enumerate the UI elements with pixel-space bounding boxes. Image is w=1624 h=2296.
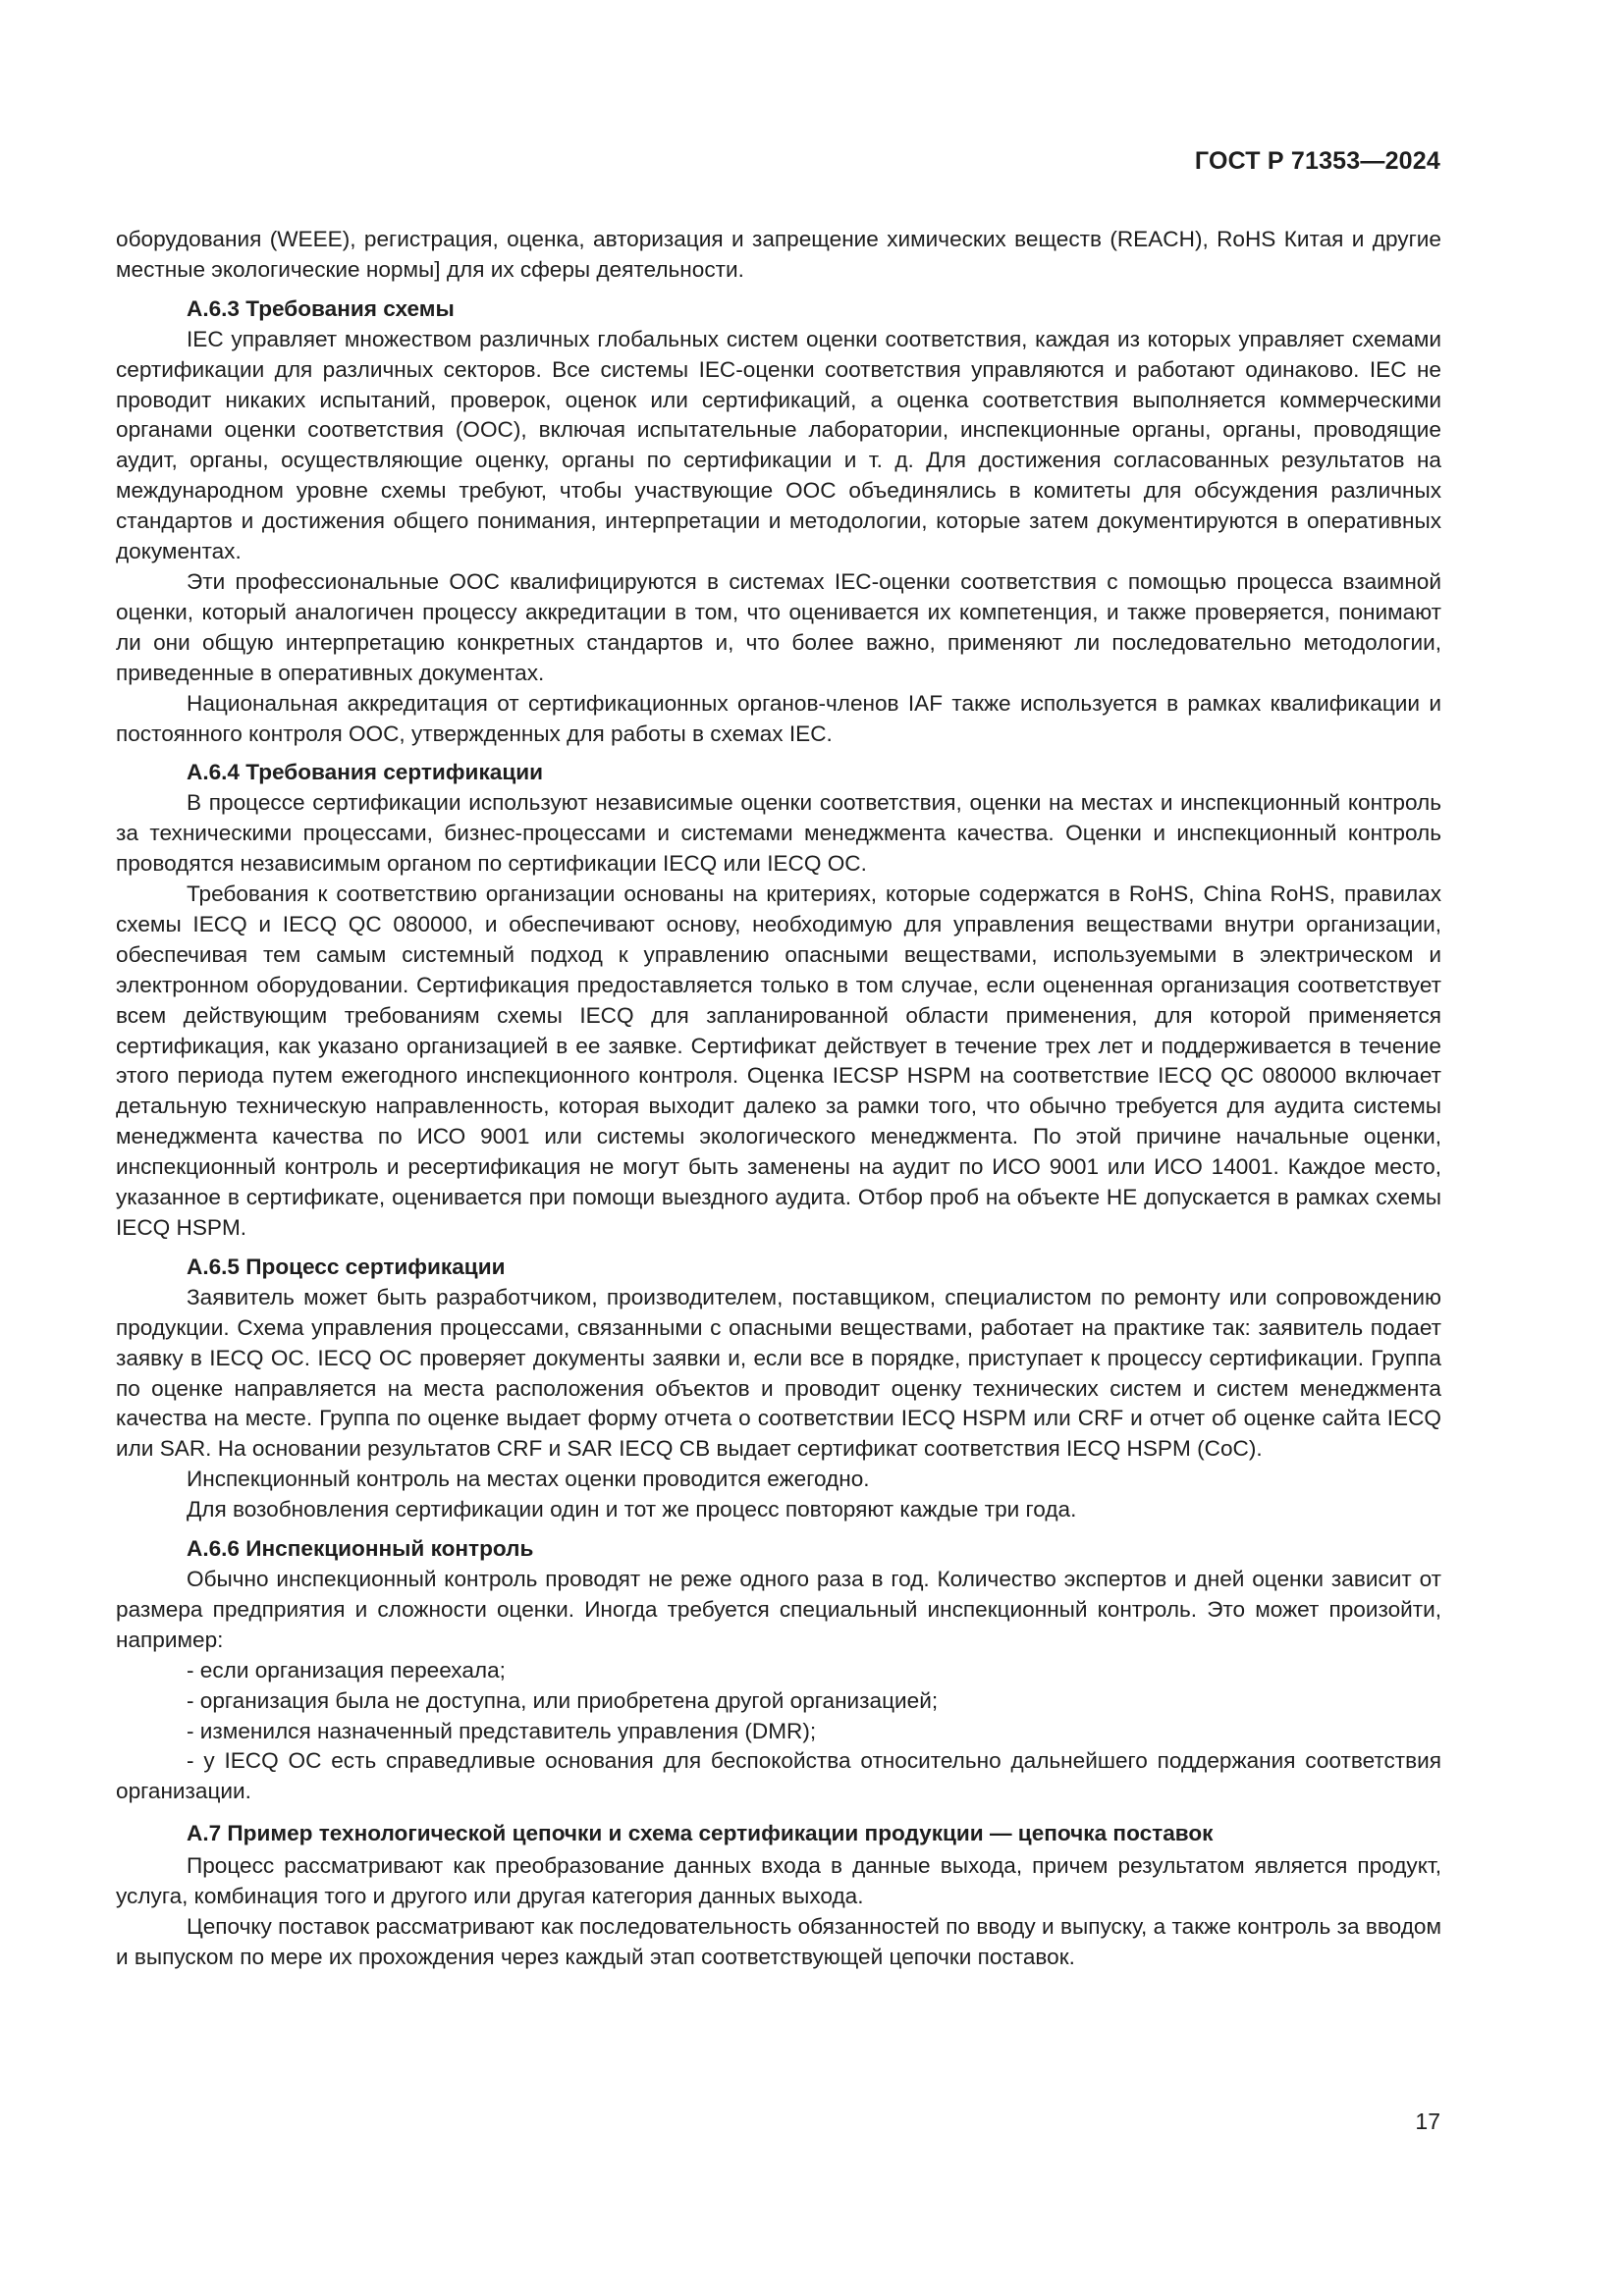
paragraph-a65-1: Заявитель может быть разработчиком, производителем, поставщиком, специалистом по ремонту или сопровождению продукции. Схема управления процессами, связанными с опасными веществами, работает на практике так: заявитель подает заявку в IECQ OC. IECQ OC проверяет документы заявки и, если все в порядке, приступает к процессу сертификации. Группа по оценке направляется на места расположения объектов и проводит оценку технических систем и систем менеджмента качества на месте. Группа по оценке выдает форму отчета о соответствии IECQ HSPM или CRF и отчет об оценке сайта IECQ или SAR. На основании результатов CRF и SAR IECQ CB выдает сертификат соответствия IECQ HSPM (CoC). (116, 1284, 1441, 1462)
document-body (116, 225, 1441, 1973)
paragraph-a65-2: Инспекционный контроль на местах оценки проводится ежегодно. (187, 1467, 870, 1492)
paragraph-a63-3: Национальная аккредитация от сертификационных органов-членов IAF также используется в рамках квалификации и постоянного контроля ООС, утвержденных для работы в схемах IEC. (116, 690, 1441, 746)
section-heading-a64: А.6.4 Требования сертификации (187, 760, 543, 785)
paragraph-intro-continuation: оборудования (WEEE), регистрация, оценка, авторизация и запрещение химических веществ (REACH), RoHS Китая и другие местные экологические нормы] для их сферы деятельности. (116, 227, 1441, 282)
paragraph-a66-1: Обычно инспекционный контроль проводят не реже одного раза в год. Количество экспертов и дней оценки зависит от размера предприятия и сложности оценки. Иногда требуется специальный инспекционный контроль. Это может произойти, например: (116, 1566, 1441, 1652)
list-item: - если организация переехала; (187, 1657, 506, 1682)
paragraph-a65-3: Для возобновления сертификации один и тот же процесс повторяют каждые три года. (187, 1497, 1077, 1522)
section-heading-a65: А.6.5 Процесс сертификации (187, 1254, 506, 1279)
paragraph-a7-1: Процесс рассматривают как преобразование данных входа в данные выхода, причем результатом является продукт, услуга, комбинация того и другого или другая категория данных выхода. (116, 1853, 1441, 1909)
section-heading-a66: А.6.6 Инспекционный контроль (187, 1536, 534, 1562)
paragraph-a7-2: Цепочку поставок рассматривают как последовательность обязанностей по вводу и выпуску, а также контроль за вводом и выпуском по мере их прохождения через каждый этап соответствующей цепочки поставок. (116, 1913, 1441, 1969)
section-heading-a7: А.7 Пример технологической цепочки и схема сертификации продукции — цепочка поставок (187, 1821, 1214, 1846)
paragraph-a64-1: В процессе сертификации используют независимые оценки соответствия, оценки на местах и инспекционный контроль за техническими процессами, бизнес-процессами и системами менеджмента качества. Оценки и инспекционный контроль проводятся независимым органом по сертификации IECQ или IECQ OC. (116, 790, 1441, 877)
list-item: - изменился назначенный представитель управления (DMR); (187, 1718, 817, 1743)
paragraph-a64-2: Требования к соответствию организации основаны на критериях, которые содержатся в RoHS, China RoHS, правилах схемы IECQ и IECQ QC 080000, и обеспечивают основу, необходимую для управления веществами внутри организации, обеспечивая тем самым системный подход к управлению опасными веществами, используемыми в электрическом и электронном оборудовании. Сертификация предоставляется только в том случае, если оцененная организация соответствует всем действующим требованиям схемы IECQ для запланированной области применения, для которой применяется сертификация, как указано организацией в ее заявке. Сертификат действует в течение трех лет и поддерживается в течение этого периода путем ежегодного инспекционного контроля. Оценка IECSP HSPM на соответствие IECQ QC 080000 включает детальную техническую направленность, которая выходит далеко за рамки того, что обычно требуется для аудита системы менеджмента качества по ИСО 9001 или системы экологического менеджмента. По этой причине начальные оценки, инспекционный контроль и ресертификация не могут быть заменены на аудит по ИСО 9001 или ИСО 14001. Каждое место, указанное в сертификате, оценивается при помощи выездного аудита. Отбор проб на объекте НЕ допускается в рамках схемы IECQ HSPM. (116, 881, 1441, 1240)
paragraph-a63-1: IEC управляет множеством различных глобальных систем оценки соответствия, каждая из которых управляет схемами сертификации для различных секторов. Все системы IEC-оценки соответствия управляются и работают одинаково. IEC не проводит никаких испытаний, проверок, оценок или сертификаций, а оценка соответствия выполняется коммерческими органами оценки соответствия (ООС), включая испытательные лаборатории, инспекционные органы, органы, проводящие аудит, органы, осуществляющие оценку, органы по сертификации и т. д. Для достижения согласованных результатов на международном уровне схемы требуют, чтобы участвующие ООС объединялись в комитеты для обсуждения различных стандартов и достижения общего понимания, интерпретации и методологии, которые затем документируются в оперативных документах. (116, 326, 1441, 564)
paragraph-a63-2: Эти профессиональные ООС квалифицируются в системах IEC-оценки соответствия с помощью процесса взаимной оценки, который аналогичен процессу аккредитации в том, что оценивается их компетенция, и также проверяется, понимают ли они общую интерпретацию конкретных стандартов и, что более важно, применяют ли последовательно методологии, приведенные в оперативных документах. (116, 568, 1441, 685)
list-item: - у IECQ OC есть справедливые основания для беспокойства относительно дальнейшего поддержания соответствия организации. (116, 1748, 1441, 1804)
page-number: 17 (1415, 2109, 1440, 2134)
list-item: - организация была не доступна, или приобретена другой организацией; (187, 1687, 939, 1713)
document-header-id: ГОСТ Р 71353—2024 (1194, 147, 1440, 175)
section-heading-a63: А.6.3 Требования схемы (187, 295, 455, 321)
